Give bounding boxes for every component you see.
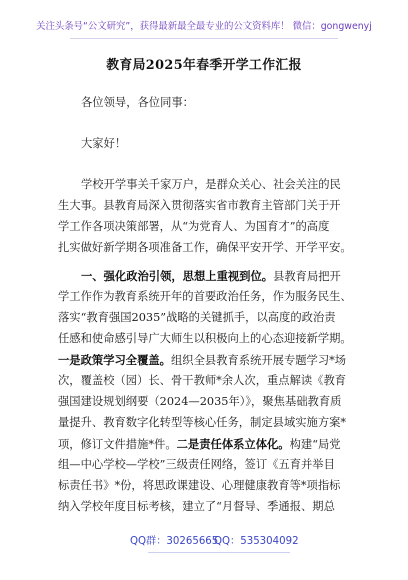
point-line: 次，覆盖校（园）长、骨干教师*余人次，重点解读《教育 xyxy=(58,374,347,387)
point-line: 组—中心学校—学校”三级责任网络，签订《五育并举目 xyxy=(58,458,335,471)
point-label: 二是责任体系立体化。 xyxy=(176,437,290,451)
document-title: 教育局2025年春季开学工作汇报 xyxy=(106,58,302,73)
qq-number: QQ：535304092 xyxy=(214,536,299,547)
point-label: 一是政策学习全覆盖。 xyxy=(58,353,171,367)
point-line: 强国建设规划纲要（2024—2035年）》，聚焦基础教育质 xyxy=(58,395,342,408)
intro-line: 生大事。县教育局深入贯彻落实省市教育主管部门关于开 xyxy=(58,199,341,212)
intro-line: 学校开学事关千家万户，是群众关心、社会关注的民 xyxy=(81,178,341,191)
header-divider xyxy=(70,38,338,39)
salutation: 各位领导，各位同事： xyxy=(81,96,194,109)
point-line: 纳入学校年度目标考核，建立了“月督导、季通报、期总 xyxy=(58,500,335,513)
point-line: 标责任书》*份，将思政课建设、心理健康教育等*项指标 xyxy=(58,479,341,492)
point-line xyxy=(58,434,341,454)
point-text: 组织全县教育系统开展专题学习*场 xyxy=(170,354,347,367)
section-heading: 一、强化政治引领，思想上重视到位。 xyxy=(81,269,274,283)
section-line: 落实“教育强国2035”战略的关键抓手，以高度的政治责 xyxy=(58,311,336,324)
point-line: 量提升、教育数字化转型等核心任务，制定县域实施方案* xyxy=(58,416,347,429)
greeting: 大家好！ xyxy=(81,137,127,150)
header-note: 关注头条号“公文研究”，获得最新最全最专业的公文资料库！ 微信：gongwenyj xyxy=(36,21,372,32)
section-line: 学工作作为教育系统开年的首要政治任务，作为服务民生、 xyxy=(58,290,352,303)
section-line: 任感和使命感引导广大师生以积极向上的心态迎接新学期。 xyxy=(58,332,352,345)
footer-contact xyxy=(0,534,408,550)
intro-line: 扎实做好新学期各项准备工作，确保平安开学、开学平安。 xyxy=(58,241,352,254)
intro-line: 学工作各项决策部署，从“为党育人、为国育才”的高度 xyxy=(58,220,330,233)
point-text: 项，修订文件措施*件。 xyxy=(58,438,177,451)
section-heading-line xyxy=(81,266,341,286)
qq-group-number: QQ群：30265665 xyxy=(130,536,219,547)
point-line xyxy=(58,350,346,370)
point-text: 构建“局党 xyxy=(289,438,341,451)
section-text: 县教育局把开 xyxy=(273,270,341,283)
footer-divider xyxy=(148,552,290,553)
